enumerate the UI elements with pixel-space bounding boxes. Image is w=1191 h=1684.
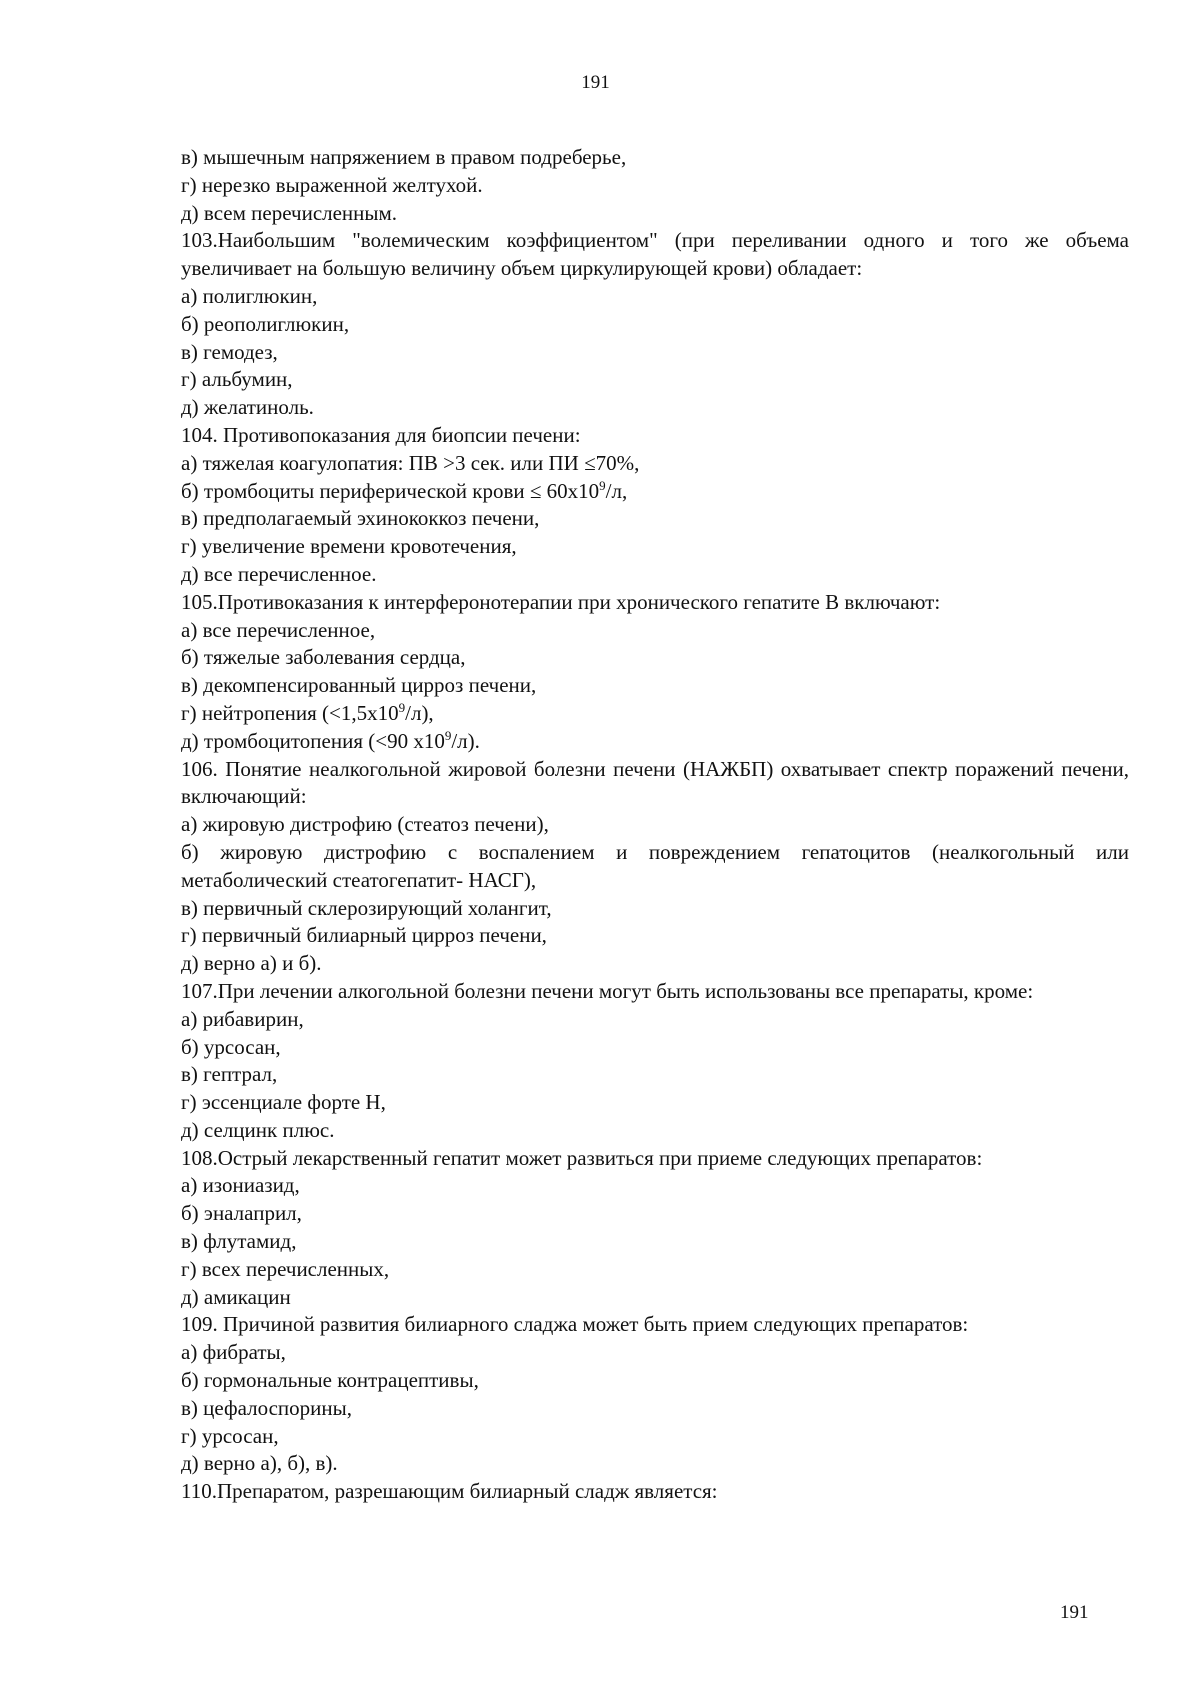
answer-line: д) всем перечисленным. xyxy=(181,200,398,225)
answer-line: а) все перечисленное, xyxy=(181,617,376,642)
answer-text: /л). xyxy=(451,728,480,753)
answer-line: г) увеличение времени кровотечения, xyxy=(181,534,517,559)
answer-line: б) реополиглюкин, xyxy=(181,311,350,336)
question-108: 108.Острый лекарственный гепатит может развиться при приеме следующих препаратов: xyxy=(181,1145,983,1170)
answer-line: г) альбумин, xyxy=(181,367,293,392)
answer-line xyxy=(181,478,1129,506)
answer-line: д) все перечисленное. xyxy=(181,561,377,586)
answer-line: в) предполагаемый эхинококкоз печени, xyxy=(181,506,540,531)
question-110: 110.Препаратом, разрешающим билиарный сладж является: xyxy=(181,1479,718,1504)
answer-line: в) первичный склерозирующий холангит, xyxy=(181,895,552,920)
answer-line: а) рибавирин, xyxy=(181,1006,304,1031)
answer-line: в) флутамид, xyxy=(181,1229,297,1254)
answer-line: д) селцинк плюс. xyxy=(181,1117,335,1142)
answer-line xyxy=(181,728,1129,756)
answer-line: а) полиглюкин, xyxy=(181,283,318,308)
answer-line: б) урсосан, xyxy=(181,1034,281,1059)
answer-line: б) тяжелые заболевания сердца, xyxy=(181,645,466,670)
answer-line: г) нерезко выраженной желтухой. xyxy=(181,172,483,197)
answer-line: в) декомпенсированный цирроз печени, xyxy=(181,673,537,698)
answer-line: г) урсосан, xyxy=(181,1423,279,1448)
answer-text: /л), xyxy=(405,700,434,725)
exponent: 9 xyxy=(444,727,452,743)
answer-line: а) фибраты, xyxy=(181,1340,286,1365)
answer-line: в) гемодез, xyxy=(181,339,278,364)
exponent: 9 xyxy=(398,699,406,715)
answer-line: в) гептрал, xyxy=(181,1062,278,1087)
answer-line xyxy=(181,700,1129,728)
answer-line: а) жировую дистрофию (стеатоз печени), xyxy=(181,812,549,837)
answer-line: в) мышечным напряжением в правом подреберье, xyxy=(181,145,627,169)
document-body xyxy=(181,144,1129,1506)
question-107: 107.При лечении алкогольной болезни печени могут быть использованы все препараты, кроме: xyxy=(181,978,1034,1003)
page-number-top: 191 xyxy=(581,72,610,93)
answer-line: г) первичный билиарный цирроз печени, xyxy=(181,923,547,948)
answer-line: б) жировую дистрофию с воспалением и повреждением гепатоцитов (неалкогольный или метаболический стеатогепатит- НАСГ), xyxy=(181,839,1129,892)
question-106: 106. Понятие неалкогольной жировой болезни печени (НАЖБП) охватывает спектр поражений печени, включающий: xyxy=(181,756,1129,809)
answer-line: г) всех перечисленных, xyxy=(181,1256,390,1281)
exponent: 9 xyxy=(599,477,606,493)
answer-text: д) тромбоцитопения (<90 х10 xyxy=(181,728,445,753)
question-104: 104. Противопоказания для биопсии печени: xyxy=(181,422,581,447)
question-109: 109. Причиной развития билиарного сладжа может быть прием следующих препаратов: xyxy=(181,1312,969,1337)
answer-line: д) верно а) и б). xyxy=(181,951,322,976)
answer-line: д) желатиноль. xyxy=(181,395,314,420)
answer-line: б) гормональные контрацептивы, xyxy=(181,1368,479,1393)
page-number-bottom: 191 xyxy=(1060,1602,1089,1623)
answer-line: б) эналаприл, xyxy=(181,1201,302,1226)
answer-line: д) амикацин xyxy=(181,1284,291,1309)
question-103: 103.Наибольшим "волемическим коэффициентом" (при переливании одного и того же объема увеличивает на большую величину объем циркулирующей крови) обладает: xyxy=(181,228,1129,281)
answer-text: г) нейтропения (<1,5х10 xyxy=(181,700,399,725)
answer-text: /л, xyxy=(605,478,628,503)
answer-line: а) изониазид, xyxy=(181,1173,300,1198)
answer-line: в) цефалоспорины, xyxy=(181,1395,352,1420)
answer-line: г) эссенциале форте Н, xyxy=(181,1090,386,1115)
question-105: 105.Противоказания к интерферонотерапии при хронического гепатите В включают: xyxy=(181,589,941,614)
answer-line: д) верно а), б), в). xyxy=(181,1451,338,1476)
answer-line: а) тяжелая коагулопатия: ПВ >3 сек. или ПИ ≤70%, xyxy=(181,450,640,475)
answer-text: б) тромбоциты периферической крови ≤ 60х10 xyxy=(181,478,600,503)
